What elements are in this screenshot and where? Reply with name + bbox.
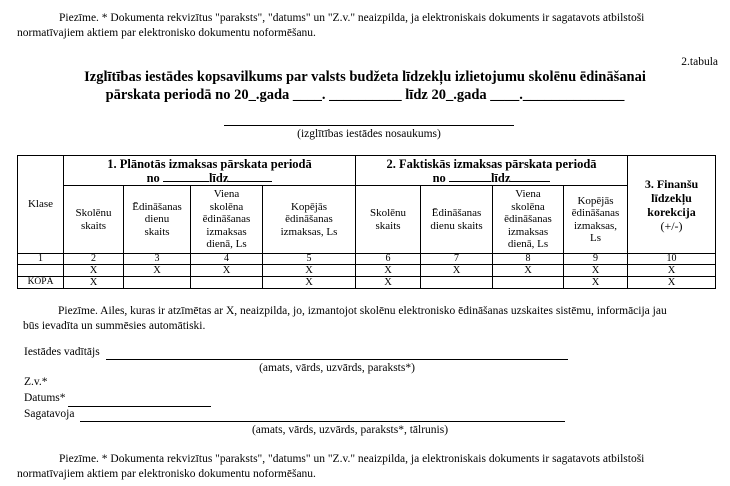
table-cell[interactable]: X xyxy=(64,265,124,277)
subheader-c8: Viena skolēna ēdināšanas izmaksas dienā, Ls xyxy=(493,186,564,254)
correction-line3: korekcija xyxy=(647,204,696,219)
header-klase: Klase xyxy=(18,156,64,254)
header-group-planned xyxy=(64,156,356,186)
group-actual-no: no xyxy=(432,170,446,185)
table-cell[interactable] xyxy=(191,277,263,289)
actual-from-field[interactable] xyxy=(449,171,491,182)
planned-to-field[interactable] xyxy=(228,171,272,182)
summary-table xyxy=(17,155,716,289)
subheader-c2: Skolēnu skaits xyxy=(64,186,124,254)
top-note-line2: normatīvajiem aktiem par elektronisko dokumentu noformēšanu. xyxy=(17,27,316,39)
prepared-signature-field[interactable] xyxy=(80,421,565,422)
column-number: 2 xyxy=(64,254,124,265)
subheader-c3: Ēdināšanas dienu skaits xyxy=(124,186,191,254)
top-note-line1: Piezīme. * Dokumenta rekvizītus "paraksts", "datums" un "Z.v." neaizpilda, ja elektroniskais dokuments ir sagatavots atbilstoši xyxy=(59,12,645,24)
table-cell[interactable] xyxy=(493,277,564,289)
table-row xyxy=(18,265,716,277)
table-cell[interactable]: X xyxy=(64,277,124,289)
correction-line1: 3. Finanšu xyxy=(644,176,699,191)
total-label: KOPĀ xyxy=(18,277,64,289)
subheader-c5: Kopējās ēdināšanas izmaksas, Ls xyxy=(263,186,356,254)
table-cell[interactable]: X xyxy=(421,265,493,277)
correction-line4: (+/-) xyxy=(660,218,683,233)
subheader-c9: Kopējās ēdināšanas izmaksas, Ls xyxy=(564,186,628,254)
planned-from-field[interactable] xyxy=(163,171,209,182)
middle-note-line1: Piezīme. Ailes, kuras ir atzīmētas ar X, neaizpilda, jo, izmantojot skolēnu elektronisko ēdināšanas uzskaites sistēmu, informācija jau xyxy=(58,305,667,317)
document-title xyxy=(0,68,730,104)
column-number: 6 xyxy=(356,254,421,265)
institution-name-caption: (izglītības iestādes nosaukums) xyxy=(297,128,441,140)
table-row-total xyxy=(18,277,716,289)
table-cell[interactable]: X xyxy=(564,277,628,289)
column-number: 8 xyxy=(493,254,564,265)
table-cell[interactable]: X xyxy=(191,265,263,277)
table-cell[interactable] xyxy=(18,265,64,277)
column-number: 10 xyxy=(628,254,716,265)
header-group-correction xyxy=(628,156,716,254)
table-cell[interactable]: X xyxy=(356,265,421,277)
table-cell[interactable]: X xyxy=(493,265,564,277)
middle-note-line2: būs ievadīta un summēsies automātiski. xyxy=(23,320,206,332)
subheader-c4: Viena skolēna ēdināšanas izmaksas dienā, Ls xyxy=(191,186,263,254)
head-signature-field[interactable] xyxy=(106,359,568,360)
table-cell[interactable]: X xyxy=(263,265,356,277)
top-note xyxy=(17,11,717,41)
column-number: 4 xyxy=(191,254,263,265)
middle-note xyxy=(23,304,723,334)
bottom-note-line1: Piezīme. * Dokumenta rekvizītus "paraksts", "datums" un "Z.v." neaizpilda, ja elektroniskais dokuments ir sagatavots atbilstoši xyxy=(59,453,645,465)
title-line1: Izglītības iestādes kopsavilkums par valsts budžeta līdzekļu izlietojumu skolēnu ēdināšanai xyxy=(84,69,646,85)
column-number: 1 xyxy=(18,254,64,265)
table-cell[interactable]: X xyxy=(628,265,716,277)
table-cell[interactable]: X xyxy=(124,265,191,277)
group-planned-lidz: līdz xyxy=(208,170,229,185)
head-caption: (amats, vārds, uzvārds, paraksts*) xyxy=(259,362,415,374)
head-label: Iestādes vadītājs xyxy=(24,346,100,358)
table-label: 2.tabula xyxy=(681,56,718,68)
bottom-note-line2: normatīvajiem aktiem par elektronisko dokumentu noformēšanu. xyxy=(17,468,316,480)
prepared-caption: (amats, vārds, uzvārds, paraksts*, tālrunis) xyxy=(251,424,449,436)
title-line2: pārskata periodā no 20_.gada ____. __________ līdz 20_.gada ____.______________ xyxy=(105,87,625,103)
bottom-note xyxy=(17,452,717,482)
actual-to-field[interactable] xyxy=(510,171,550,182)
group-planned-no: no xyxy=(146,170,160,185)
column-number: 3 xyxy=(124,254,191,265)
table-cell[interactable]: X xyxy=(564,265,628,277)
date-field[interactable] xyxy=(68,406,211,407)
column-number: 9 xyxy=(564,254,628,265)
table-cell[interactable] xyxy=(124,277,191,289)
table-cell[interactable] xyxy=(421,277,493,289)
date-label: Datums* xyxy=(24,392,66,404)
column-number: 7 xyxy=(421,254,493,265)
correction-line2: līdzekļu xyxy=(651,190,692,205)
prepared-label: Sagatavoja xyxy=(24,408,75,420)
institution-name-field[interactable] xyxy=(224,125,514,126)
column-number-row xyxy=(18,254,716,265)
subheader-c6: Skolēnu skaits xyxy=(356,186,421,254)
column-number: 5 xyxy=(263,254,356,265)
group-actual-title: 2. Faktiskās izmaksas pārskata periodā xyxy=(386,156,597,171)
table-cell[interactable]: X xyxy=(356,277,421,289)
seal-label: Z.v.* xyxy=(24,376,48,388)
group-actual-lidz: līdz xyxy=(490,170,511,185)
group-planned-title: 1. Plānotās izmaksas pārskata periodā xyxy=(107,156,312,171)
table-cell[interactable]: X xyxy=(628,277,716,289)
subheader-c7: Ēdināšanas dienu skaits xyxy=(421,186,493,254)
table-cell[interactable]: X xyxy=(263,277,356,289)
header-group-actual xyxy=(356,156,628,186)
